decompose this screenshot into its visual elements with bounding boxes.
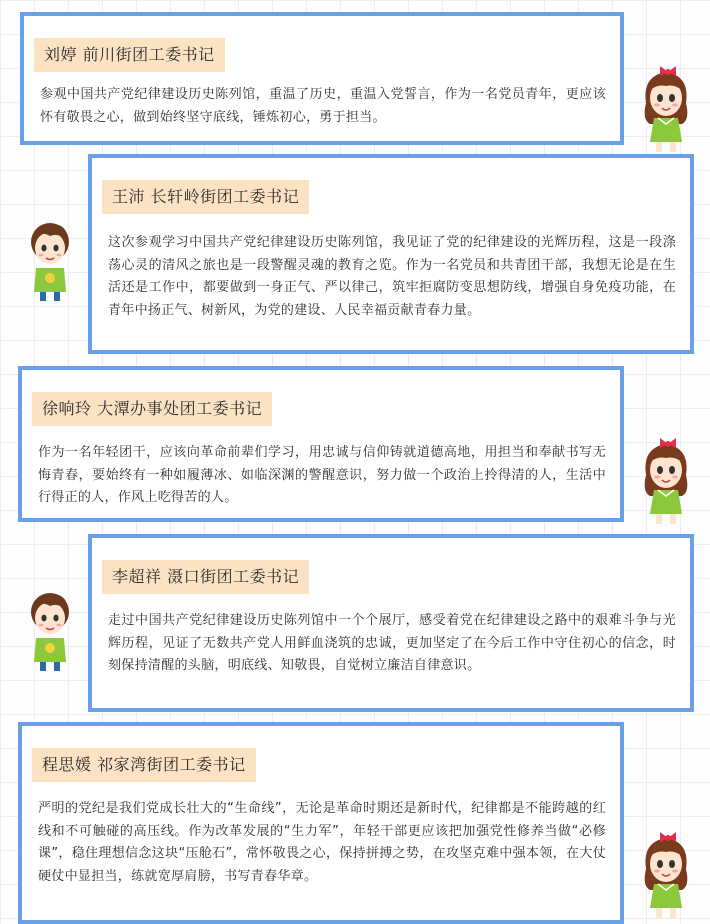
- entry-card: [18, 722, 624, 924]
- girl-cartoon-icon: [636, 430, 696, 530]
- name-title-tag: 程思媛 祁家湾街团工委书记: [32, 748, 256, 782]
- entry-card: [88, 154, 694, 354]
- entry-text: 这次参观学习中国共产党纪律建设历史陈列馆，我见证了党的纪律建设的光辉历程，这是一段涤荡心灵的清风之旅也是一段警醒灵魂的教育之览。作为一名党员和共青团干部，我想无论是在生活还是工作中，都要做到一身正气、严以律己，筑牢拒腐防变思想防线，增强自身免疫功能，在青年中扬正气、树新风，为党的建设、人民幸福贡献青春力量。: [108, 235, 676, 318]
- entry-card: [88, 534, 694, 712]
- entry-text: 走过中国共产党纪律建设历史陈列馆中一个个展厅，感受着党在纪律建设之路中的艰难斗争与光辉历程，见证了无数共产党人用鲜血浇筑的忠诚，更加坚定了在今后工作中守住初心的信念，时刻保持清醒的头脑，明底线、知敬畏，自觉树立廉洁自律意识。: [108, 613, 676, 673]
- entry-text: 作为一名年轻团干，应该向革命前辈们学习，用忠诚与信仰铸就道德高地，用担当和奉献书写无悔青春，要始终有一种如履薄冰、如临深渊的警醒意识，努力做一个政治上拎得清的人，生活中行得正的人，作风上吃得苦的人。: [38, 445, 606, 505]
- boy-cartoon-icon: [20, 206, 80, 306]
- entry-card: [18, 366, 624, 522]
- girl-cartoon-icon: [636, 58, 696, 158]
- name-title-tag: 李超祥 滠口街团工委书记: [102, 560, 309, 594]
- entry-text: 严明的党纪是我们党成长壮大的“生命线”，无论是革命时期还是新时代，纪律都是不能跨越的红线和不可触碰的高压线。作为改革发展的“生力军”，年轻干部更应该把加强党性修养当做“必修课”，稳住理想信念这块“压舱石”，常怀敬畏之心，保持拼搏之势，在攻坚克难中强本领，在大仗硬仗中显担当，练就宽厚肩膀，书写青春华章。: [38, 801, 606, 884]
- boy-cartoon-icon: [20, 576, 80, 676]
- name-title-tag: 刘婷 前川街团工委书记: [34, 38, 225, 72]
- girl-cartoon-icon: [636, 824, 696, 924]
- entry-text: 参观中国共产党纪律建设历史陈列馆，重温了历史，重温入党誓言，作为一名党员青年，更应该怀有敬畏之心，做到始终坚守底线，锤炼初心，勇于担当。: [40, 87, 606, 125]
- entry-card: [20, 12, 624, 145]
- name-title-tag: 王沛 长轩岭街团工委书记: [102, 180, 309, 214]
- name-title-tag: 徐响玲 大潭办事处团工委书记: [32, 392, 272, 426]
